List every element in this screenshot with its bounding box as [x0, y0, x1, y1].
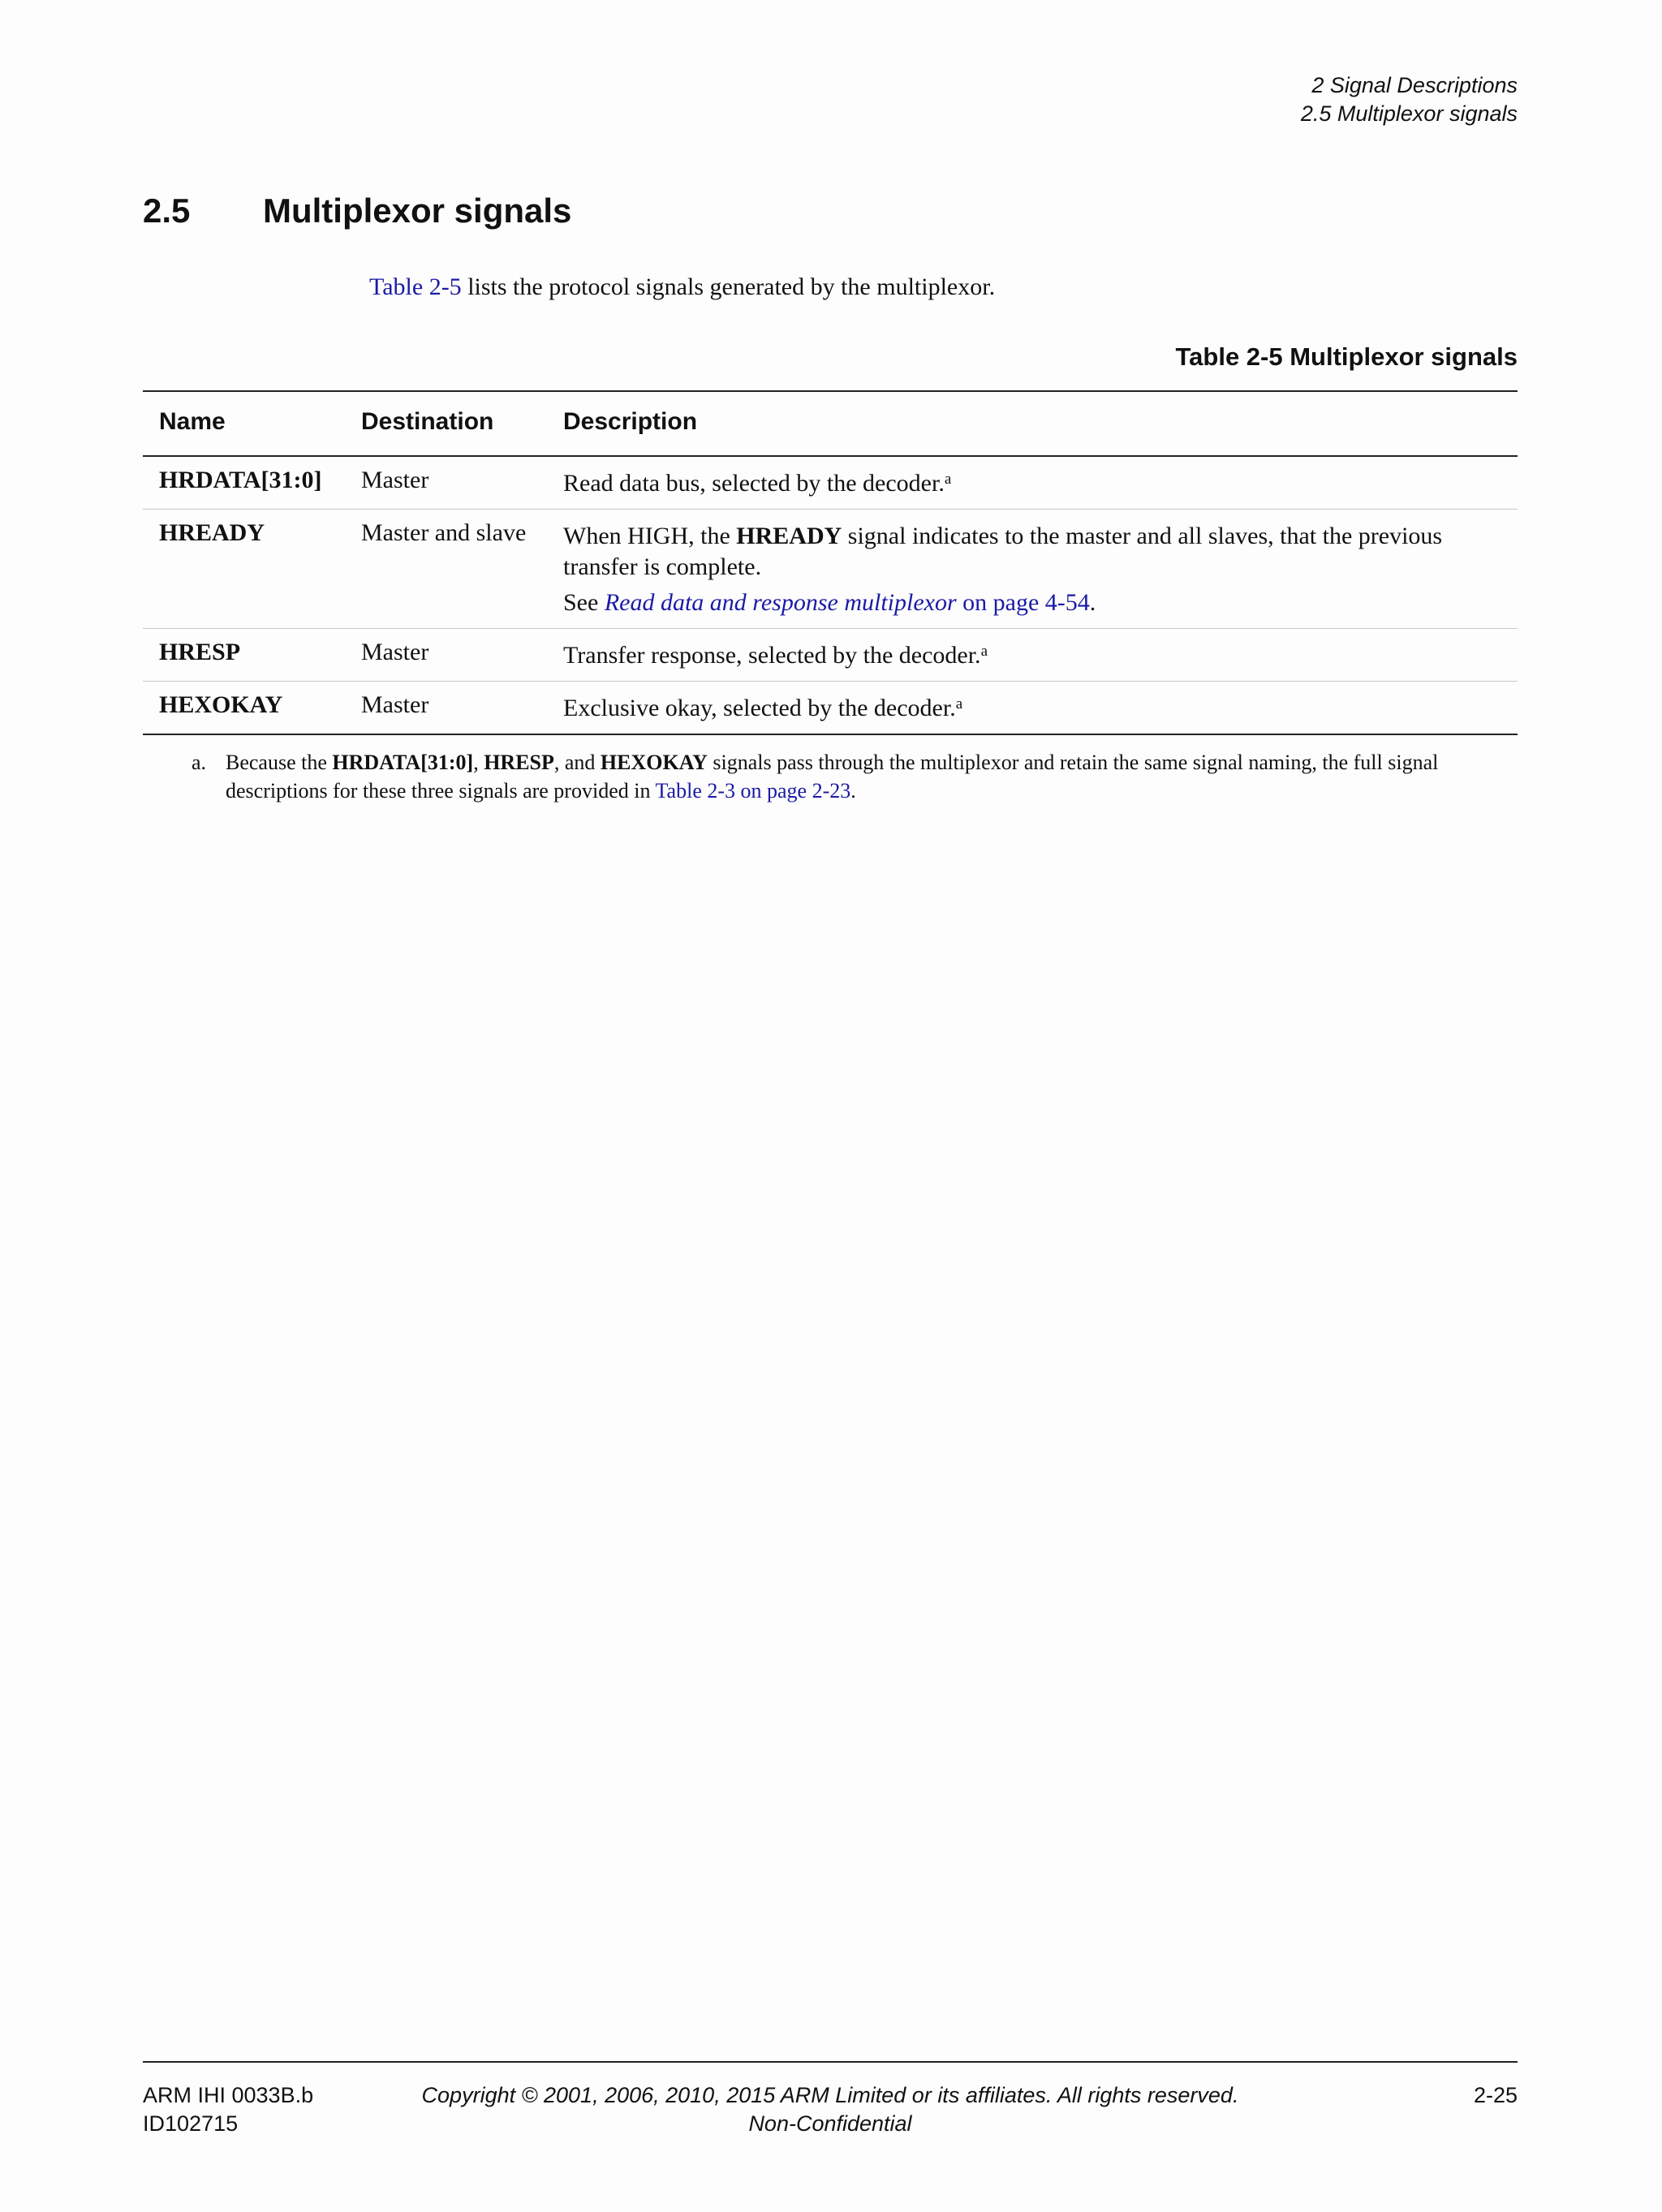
column-header-destination: Destination	[345, 391, 547, 456]
signal-description	[547, 510, 1518, 629]
table-row	[143, 510, 1518, 629]
signal-destination: Master	[345, 456, 547, 510]
signal-destination: Master	[361, 691, 429, 718]
section-title: Multiplexor signals	[263, 192, 572, 230]
column-header-name: Name	[143, 391, 345, 456]
table-header-row	[143, 391, 1518, 456]
footnote-signal-name: HRDATA[31:0]	[332, 751, 474, 774]
signal-destination: Master	[345, 629, 547, 682]
signal-name: HEXOKAY	[159, 691, 283, 718]
signal-name: HREADY	[143, 510, 345, 629]
footer-confidentiality: Non-Confidential	[748, 2111, 912, 2136]
signal-name: HRESP	[143, 629, 345, 682]
footnote-signal-name: HRESP	[484, 751, 554, 774]
footnote-marker[interactable]: a	[944, 471, 952, 488]
page-number: 2-25	[1473, 2083, 1518, 2107]
column-header-description: Description	[547, 391, 1518, 456]
signal-name: HRDATA[31:0]	[143, 456, 345, 510]
table-caption: Table 2-5 Multiplexor signals	[1175, 342, 1518, 371]
table-2-5-link[interactable]: Table 2-5	[369, 273, 462, 300]
see-prefix: See	[563, 589, 605, 616]
footer-copyright-block	[143, 2081, 1518, 2138]
intro-paragraph	[369, 271, 995, 303]
footnote-text-part: Because the	[226, 751, 333, 774]
page-footer	[143, 2081, 1518, 2146]
footer-divider	[143, 2061, 1518, 2063]
read-data-response-mux-link[interactable]	[605, 589, 1090, 616]
signal-description	[547, 629, 1518, 682]
see-suffix: .	[1089, 589, 1096, 616]
footnote-text-part: , and	[553, 751, 601, 774]
signal-description	[547, 456, 1518, 510]
description-text: Read data bus, selected by the decoder.	[563, 470, 945, 497]
footer-doc-rev: ID102715	[143, 2111, 239, 2136]
section-number: 2.5	[143, 192, 191, 230]
running-header	[1301, 71, 1518, 128]
footer-doc-id: ARM IHI 0033B.b	[143, 2083, 314, 2107]
description-text: Exclusive okay, selected by the decoder.	[563, 695, 956, 721]
footnote-text	[226, 748, 1490, 805]
table-row	[143, 456, 1518, 510]
table-row	[143, 682, 1518, 735]
description-text: When HIGH, the	[563, 523, 737, 549]
footnote-text-part: .	[850, 779, 856, 803]
table-row	[143, 629, 1518, 682]
table-2-3-link[interactable]: Table 2-3 on page 2-23	[655, 779, 851, 803]
link-title: Read data and response multiplexor	[604, 589, 957, 616]
running-header-chapter: 2 Signal Descriptions	[1311, 73, 1518, 97]
intro-text: lists the protocol signals generated by the multiplexor.	[461, 273, 996, 300]
footnote-marker[interactable]: a	[980, 643, 988, 660]
footnote-signal-name: HEXOKAY	[600, 751, 708, 774]
table-footnote	[192, 748, 1490, 805]
running-header-section: 2.5 Multiplexor signals	[1300, 101, 1518, 126]
section-heading	[143, 188, 571, 234]
description-text: Transfer response, selected by the decoder.	[563, 642, 981, 669]
footnote-text-part: ,	[473, 751, 484, 774]
signal-destination: Master and slave	[345, 510, 547, 629]
signal-description	[547, 682, 1518, 735]
description-signal-name: HREADY	[736, 523, 842, 549]
footer-copyright: Copyright © 2001, 2006, 2010, 2015 ARM Limited or its affiliates. All rights reserved.	[421, 2083, 1239, 2107]
footnote-mark: a.	[192, 751, 207, 774]
footnote-marker[interactable]: a	[955, 695, 963, 712]
signal-table	[143, 390, 1518, 735]
description-text: signal indicates to the master and all slaves, that the previous transfer is complete.	[563, 523, 1443, 580]
footnote-text-part: signals pass through the multiplexor and retain the same signal naming, the full signal descriptions for these three signals are provided in	[226, 751, 1439, 803]
see-reference	[563, 587, 1501, 618]
link-page: on page 4-54	[956, 589, 1090, 616]
